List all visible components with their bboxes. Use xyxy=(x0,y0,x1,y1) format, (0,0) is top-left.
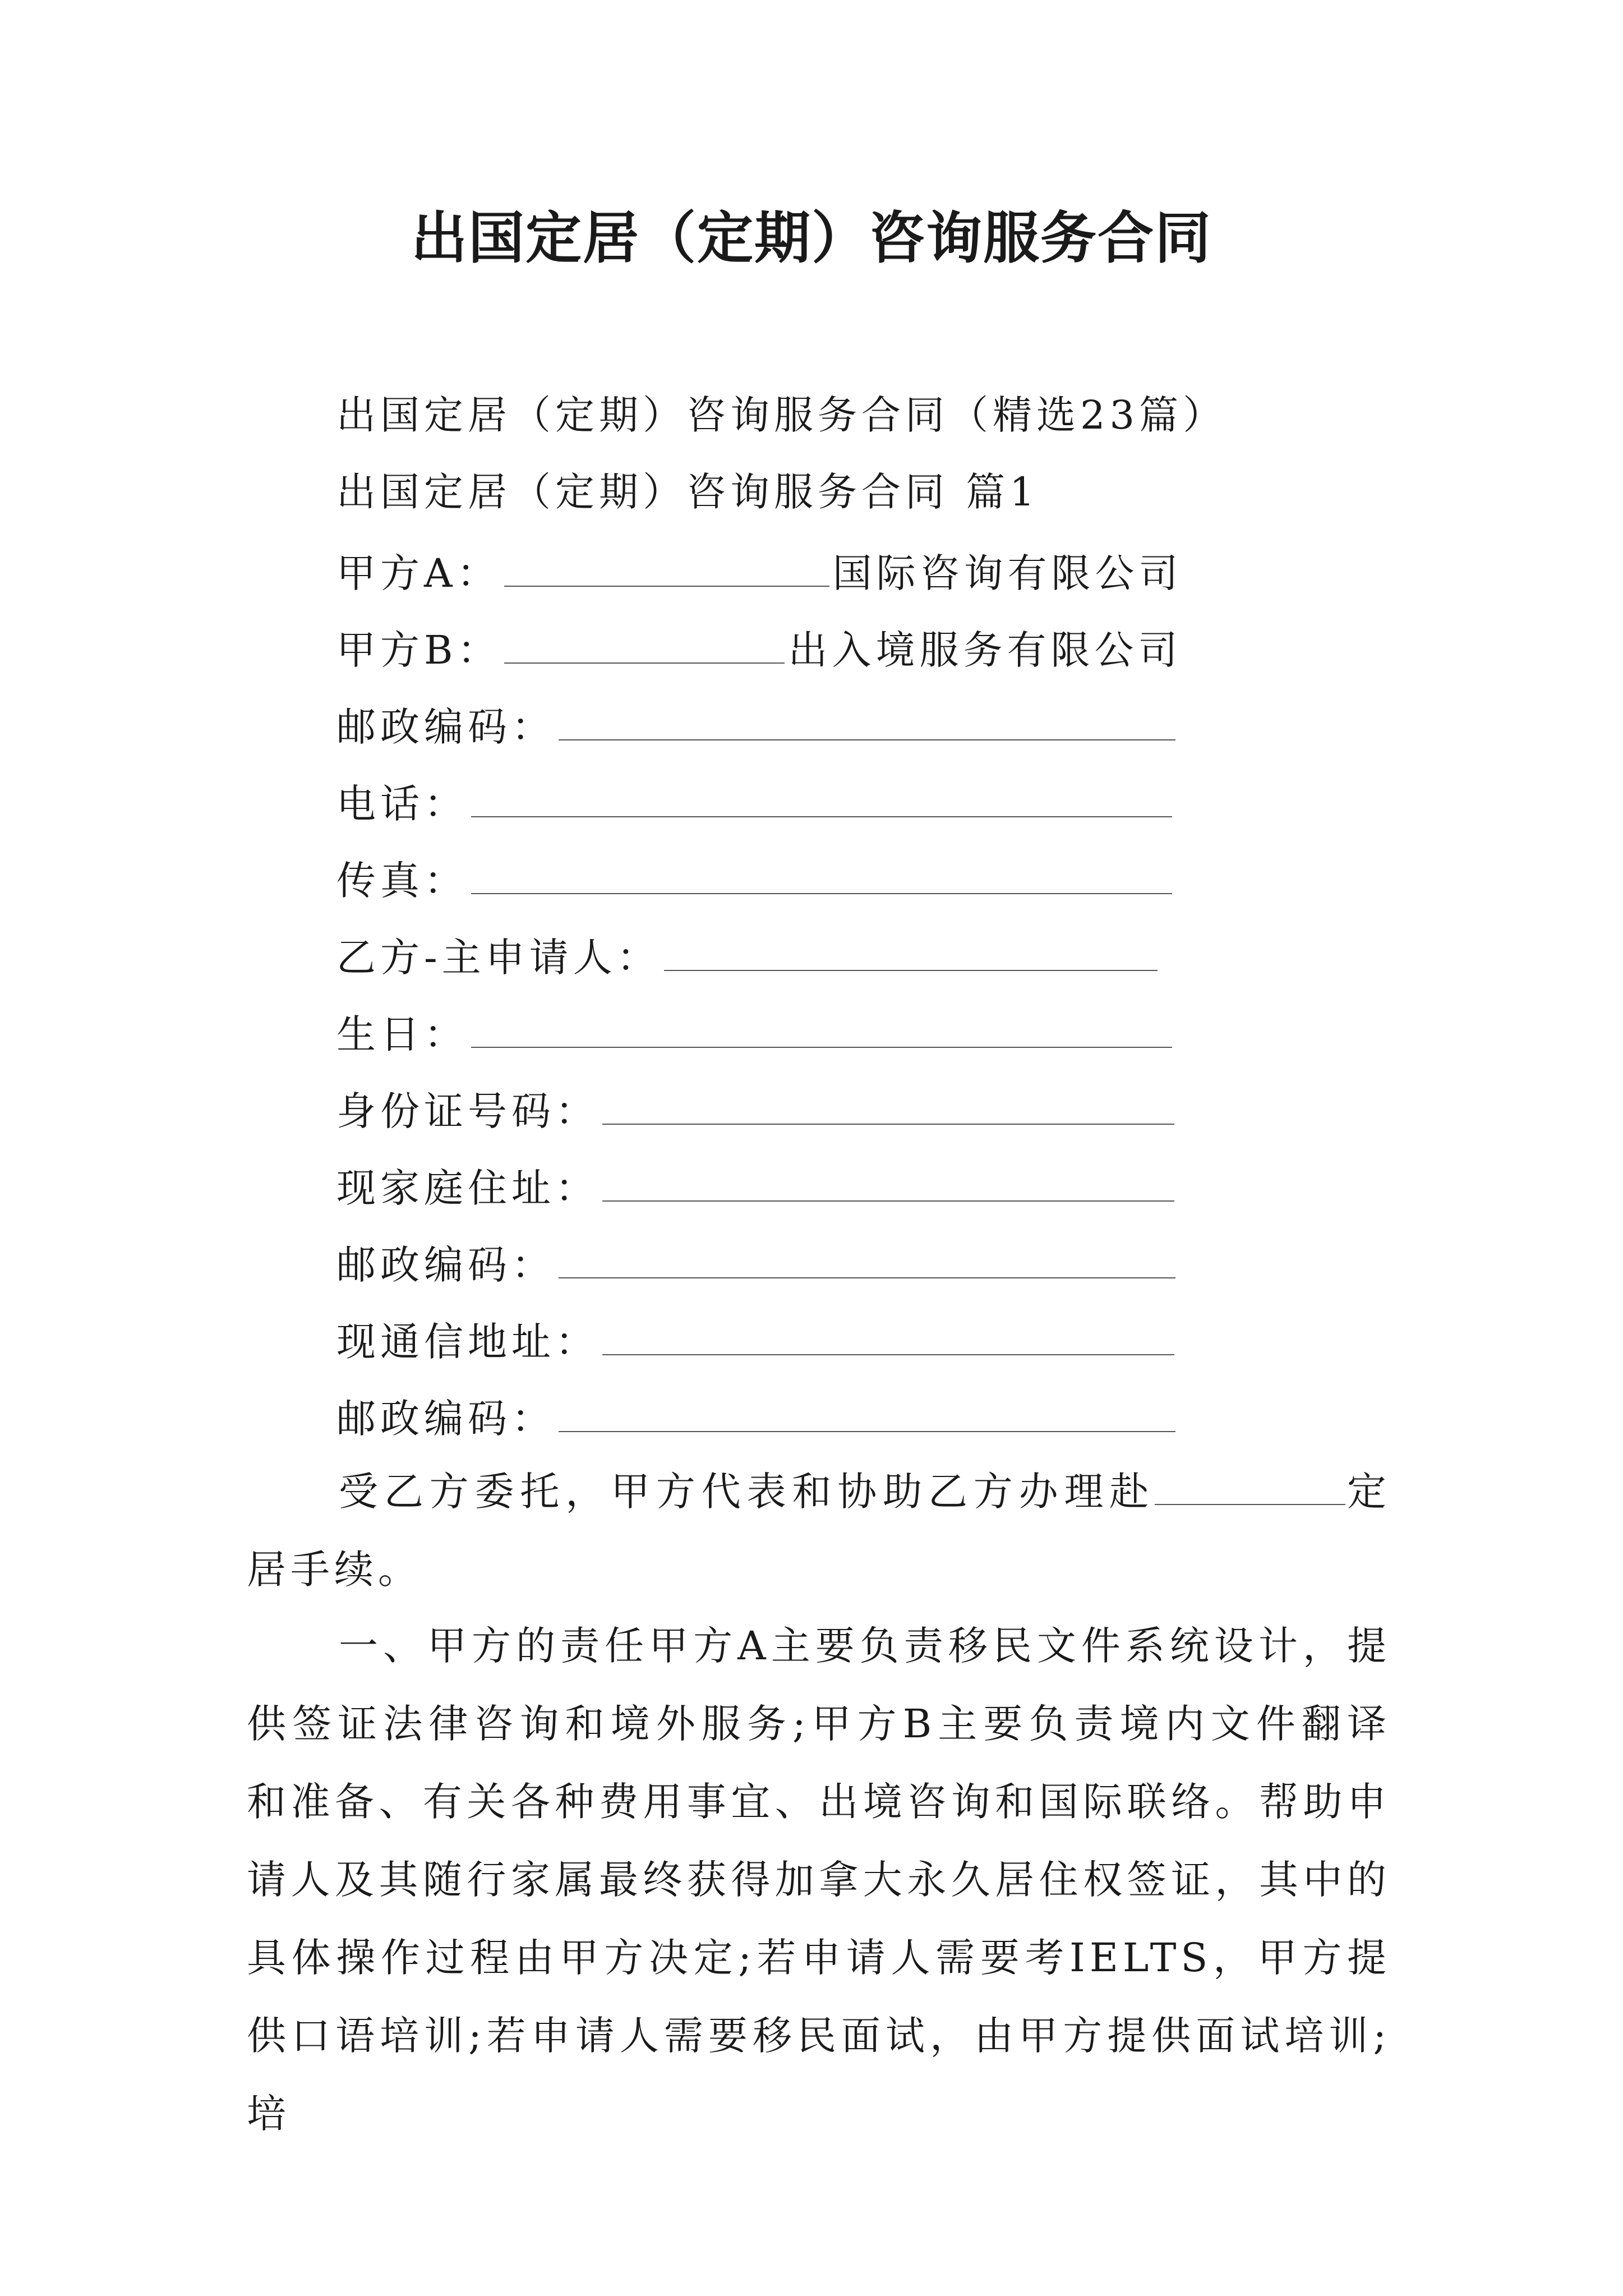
field-party-a1 xyxy=(336,541,1183,601)
field-home-address xyxy=(336,1156,1174,1216)
entrust-text-before: 受乙方委托，甲方代表和协助乙方办理赴 xyxy=(339,1469,1155,1515)
blank-line[interactable] xyxy=(602,1079,1174,1125)
blank-line[interactable] xyxy=(664,925,1158,971)
field-label: 传真： xyxy=(336,858,468,904)
blank-line[interactable] xyxy=(559,694,1175,740)
entrust-text-after: 定居手续。 xyxy=(247,1469,1391,1593)
document-title: 出国定居（定期）咨询服务合同 xyxy=(411,205,1212,271)
blank-line[interactable] xyxy=(559,1232,1175,1278)
document-subtitle: 出国定居（定期）咨询服务合同（精选23篇） xyxy=(336,392,1227,438)
blank-line[interactable] xyxy=(602,1309,1174,1355)
field-label: 生日： xyxy=(336,1011,468,1057)
field-label: 邮政编码： xyxy=(336,1396,555,1442)
field-fax xyxy=(336,848,1172,909)
field-label: 身份证号码： xyxy=(336,1088,599,1134)
section-heading: 出国定居（定期）咨询服务合同 篇1 xyxy=(336,469,1039,515)
field-label: 现家庭住址： xyxy=(336,1165,599,1211)
blank-line[interactable] xyxy=(559,1386,1175,1432)
field-mailing-address xyxy=(336,1309,1174,1370)
clause-one-paragraph: 一、甲方的责任甲方A主要负责移民文件系统设计，提供签证法律咨询和境外服务;甲方B主要负责境内文件翻译和准备、有关各种费用事宜、出境咨询和国际联络。帮助申请人及其随行家属最终获得加拿大永久居住权签证，其中的具体操作过程由甲方决定;若申请人需要考IELTS，甲方提供口语培训;若申请人需要移民面试，由甲方提供面试培训;培 xyxy=(247,1623,1391,2137)
field-postcode-3 xyxy=(336,1386,1175,1447)
field-label: 邮政编码： xyxy=(336,1242,555,1288)
field-suffix: 国际咨询有限公司 xyxy=(832,550,1183,596)
field-suffix: 出入境服务有限公司 xyxy=(788,627,1182,673)
field-postcode-1 xyxy=(336,694,1175,755)
field-label: 甲方B： xyxy=(336,627,501,673)
field-postcode-2 xyxy=(336,1232,1175,1293)
field-id-number xyxy=(336,1079,1174,1139)
field-label: 乙方-主申请人： xyxy=(336,935,661,981)
blank-line[interactable] xyxy=(504,618,785,664)
blank-line[interactable] xyxy=(504,541,829,587)
field-label: 现通信地址： xyxy=(336,1319,599,1365)
field-birthday xyxy=(336,1002,1172,1062)
field-phone xyxy=(336,771,1172,832)
destination-blank[interactable] xyxy=(1155,1465,1345,1505)
field-label: 甲方A： xyxy=(336,550,501,596)
entrust-paragraph xyxy=(247,1453,1391,1609)
field-label: 电话： xyxy=(336,781,468,827)
blank-line[interactable] xyxy=(602,1156,1174,1202)
blank-line[interactable] xyxy=(471,1002,1172,1048)
blank-line[interactable] xyxy=(471,771,1172,817)
field-main-applicant xyxy=(336,925,1158,986)
field-party-a2 xyxy=(336,618,1182,678)
blank-line[interactable] xyxy=(471,848,1172,894)
field-label: 邮政编码： xyxy=(336,704,555,750)
